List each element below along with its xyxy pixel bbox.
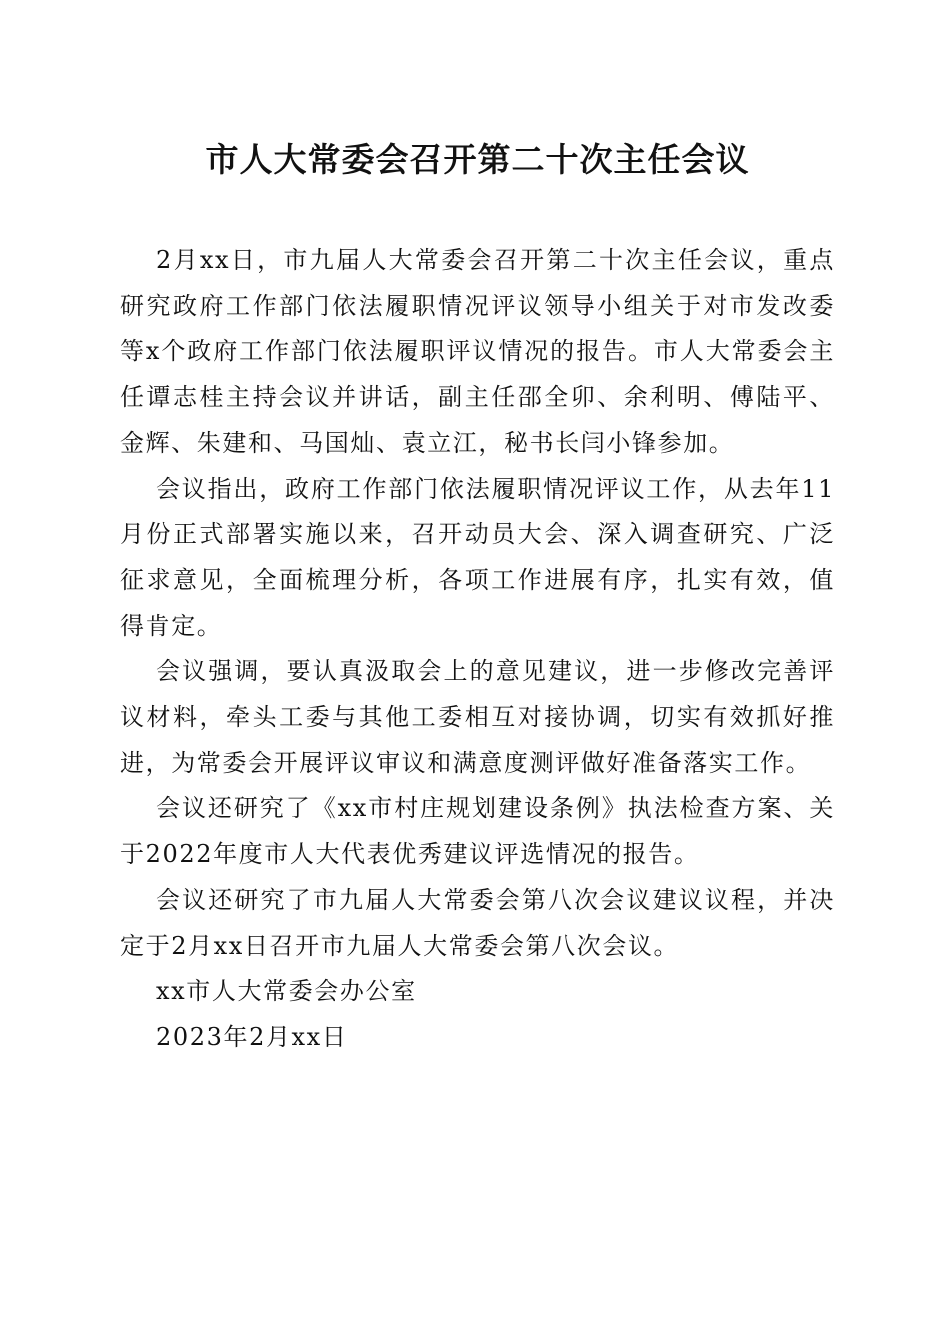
paragraph-4: 会议还研究了《xx市村庄规划建设条例》执法检查方案、关于2022年度市人大代表优秀建议评选情况的报告。 [120, 794, 835, 869]
paragraph-3: 会议强调，要认真汲取会上的意见建议，进一步修改完善评议材料，牵头工委与其他工委相互对接协调，切实有效抓好推进，为常委会开展评议审议和满意度测评做好准备落实工作。 [120, 657, 835, 777]
document-page [120, 132, 835, 1061]
paragraph-2: 会议指出，政府工作部门依法履职情况评议工作，从去年11月份正式部署实施以来，召开动员大会、深入调查研究、广泛征求意见，全面梳理分析，各项工作进展有序，扎实有效，值得肯定。 [120, 474, 835, 640]
signature-date: 2023年2月xx日 [156, 1022, 348, 1051]
document-title: 市人大常委会召开第二十次主任会议 [205, 140, 750, 179]
paragraph-1: 2月xx日，市九届人大常委会召开第二十次主任会议，重点研究政府工作部门依法履职情况评议领导小组关于对市发改委等x个政府工作部门依法履职评议情况的报告。市人大常委会主任谭志桂主持会议并讲话，副主任邵全卯、余利明、傅陆平、金辉、朱建和、马国灿、袁立江，秘书长闫小锋参加。 [120, 246, 835, 457]
signature-office: xx市人大常委会办公室 [156, 977, 417, 1006]
paragraph-5: 会议还研究了市九届人大常委会第八次会议建议议程，并决定于2月xx日召开市九届人大常委会第八次会议。 [120, 885, 835, 960]
